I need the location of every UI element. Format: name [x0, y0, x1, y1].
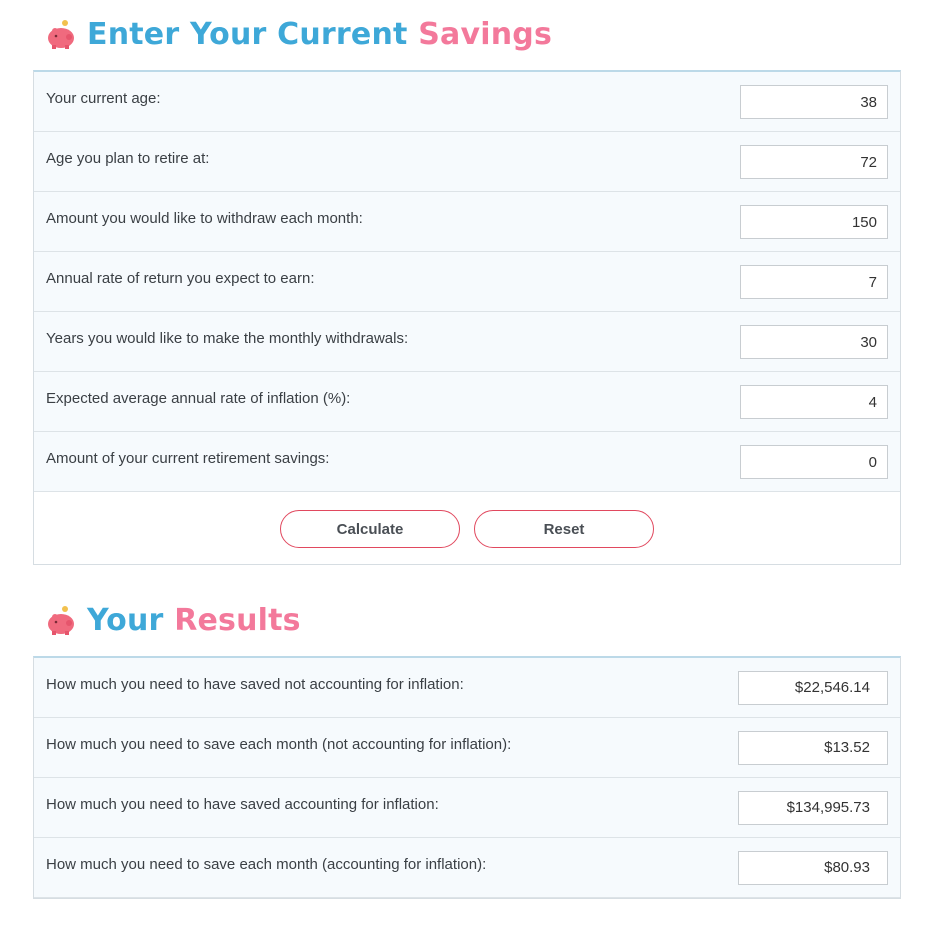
calculate-button[interactable]: Calculate [280, 510, 460, 548]
return-rate-input[interactable] [740, 265, 888, 299]
result-label: How much you need to save each month (accounting for inflation): [46, 856, 487, 873]
result-row-monthly-no-inflation [34, 718, 900, 778]
results-panel [33, 656, 901, 899]
result-row-saved-no-inflation [34, 658, 900, 718]
field-label: Age you plan to retire at: [46, 150, 210, 167]
saved-no-inflation-value: $22,546.14 [738, 671, 888, 705]
field-label: Expected average annual rate of inflation (%): [46, 390, 351, 407]
field-label: Years you would like to make the monthly withdrawals: [46, 330, 409, 347]
field-label: Annual rate of return you expect to earn: [46, 270, 315, 287]
field-label: Amount of your current retirement savings: [46, 450, 330, 467]
result-label: How much you need to save each month (not accounting for inflation): [46, 736, 512, 753]
savings-heading [45, 17, 552, 52]
result-row-monthly-inflation [34, 838, 900, 898]
result-label: How much you need to have saved not accounting for inflation: [46, 676, 464, 693]
withdraw-years-input[interactable] [740, 325, 888, 359]
current-savings-input[interactable] [740, 445, 888, 479]
retire-age-input[interactable] [740, 145, 888, 179]
savings-form [33, 70, 901, 565]
result-label: How much you need to have saved accounting for inflation: [46, 796, 439, 813]
field-row-monthly-withdraw [34, 192, 900, 252]
result-row-saved-inflation [34, 778, 900, 838]
results-title: Your Results [87, 603, 301, 638]
piggy-bank-icon [45, 19, 77, 51]
field-row-retire-age [34, 132, 900, 192]
field-row-inflation [34, 372, 900, 432]
inflation-rate-input[interactable] [740, 385, 888, 419]
button-row [34, 492, 900, 564]
field-row-return-rate [34, 252, 900, 312]
field-label: Amount you would like to withdraw each month: [46, 210, 363, 227]
current-age-input[interactable] [740, 85, 888, 119]
savings-title: Enter Your Current Savings [87, 17, 552, 52]
saved-inflation-value: $134,995.73 [738, 791, 888, 825]
monthly-withdraw-input[interactable] [740, 205, 888, 239]
field-row-current-savings [34, 432, 900, 492]
field-row-withdraw-years [34, 312, 900, 372]
field-row-current-age [34, 72, 900, 132]
piggy-bank-icon [45, 605, 77, 637]
results-heading [45, 603, 301, 638]
field-label: Your current age: [46, 90, 161, 107]
monthly-no-inflation-value: $13.52 [738, 731, 888, 765]
reset-button[interactable]: Reset [474, 510, 654, 548]
monthly-inflation-value: $80.93 [738, 851, 888, 885]
